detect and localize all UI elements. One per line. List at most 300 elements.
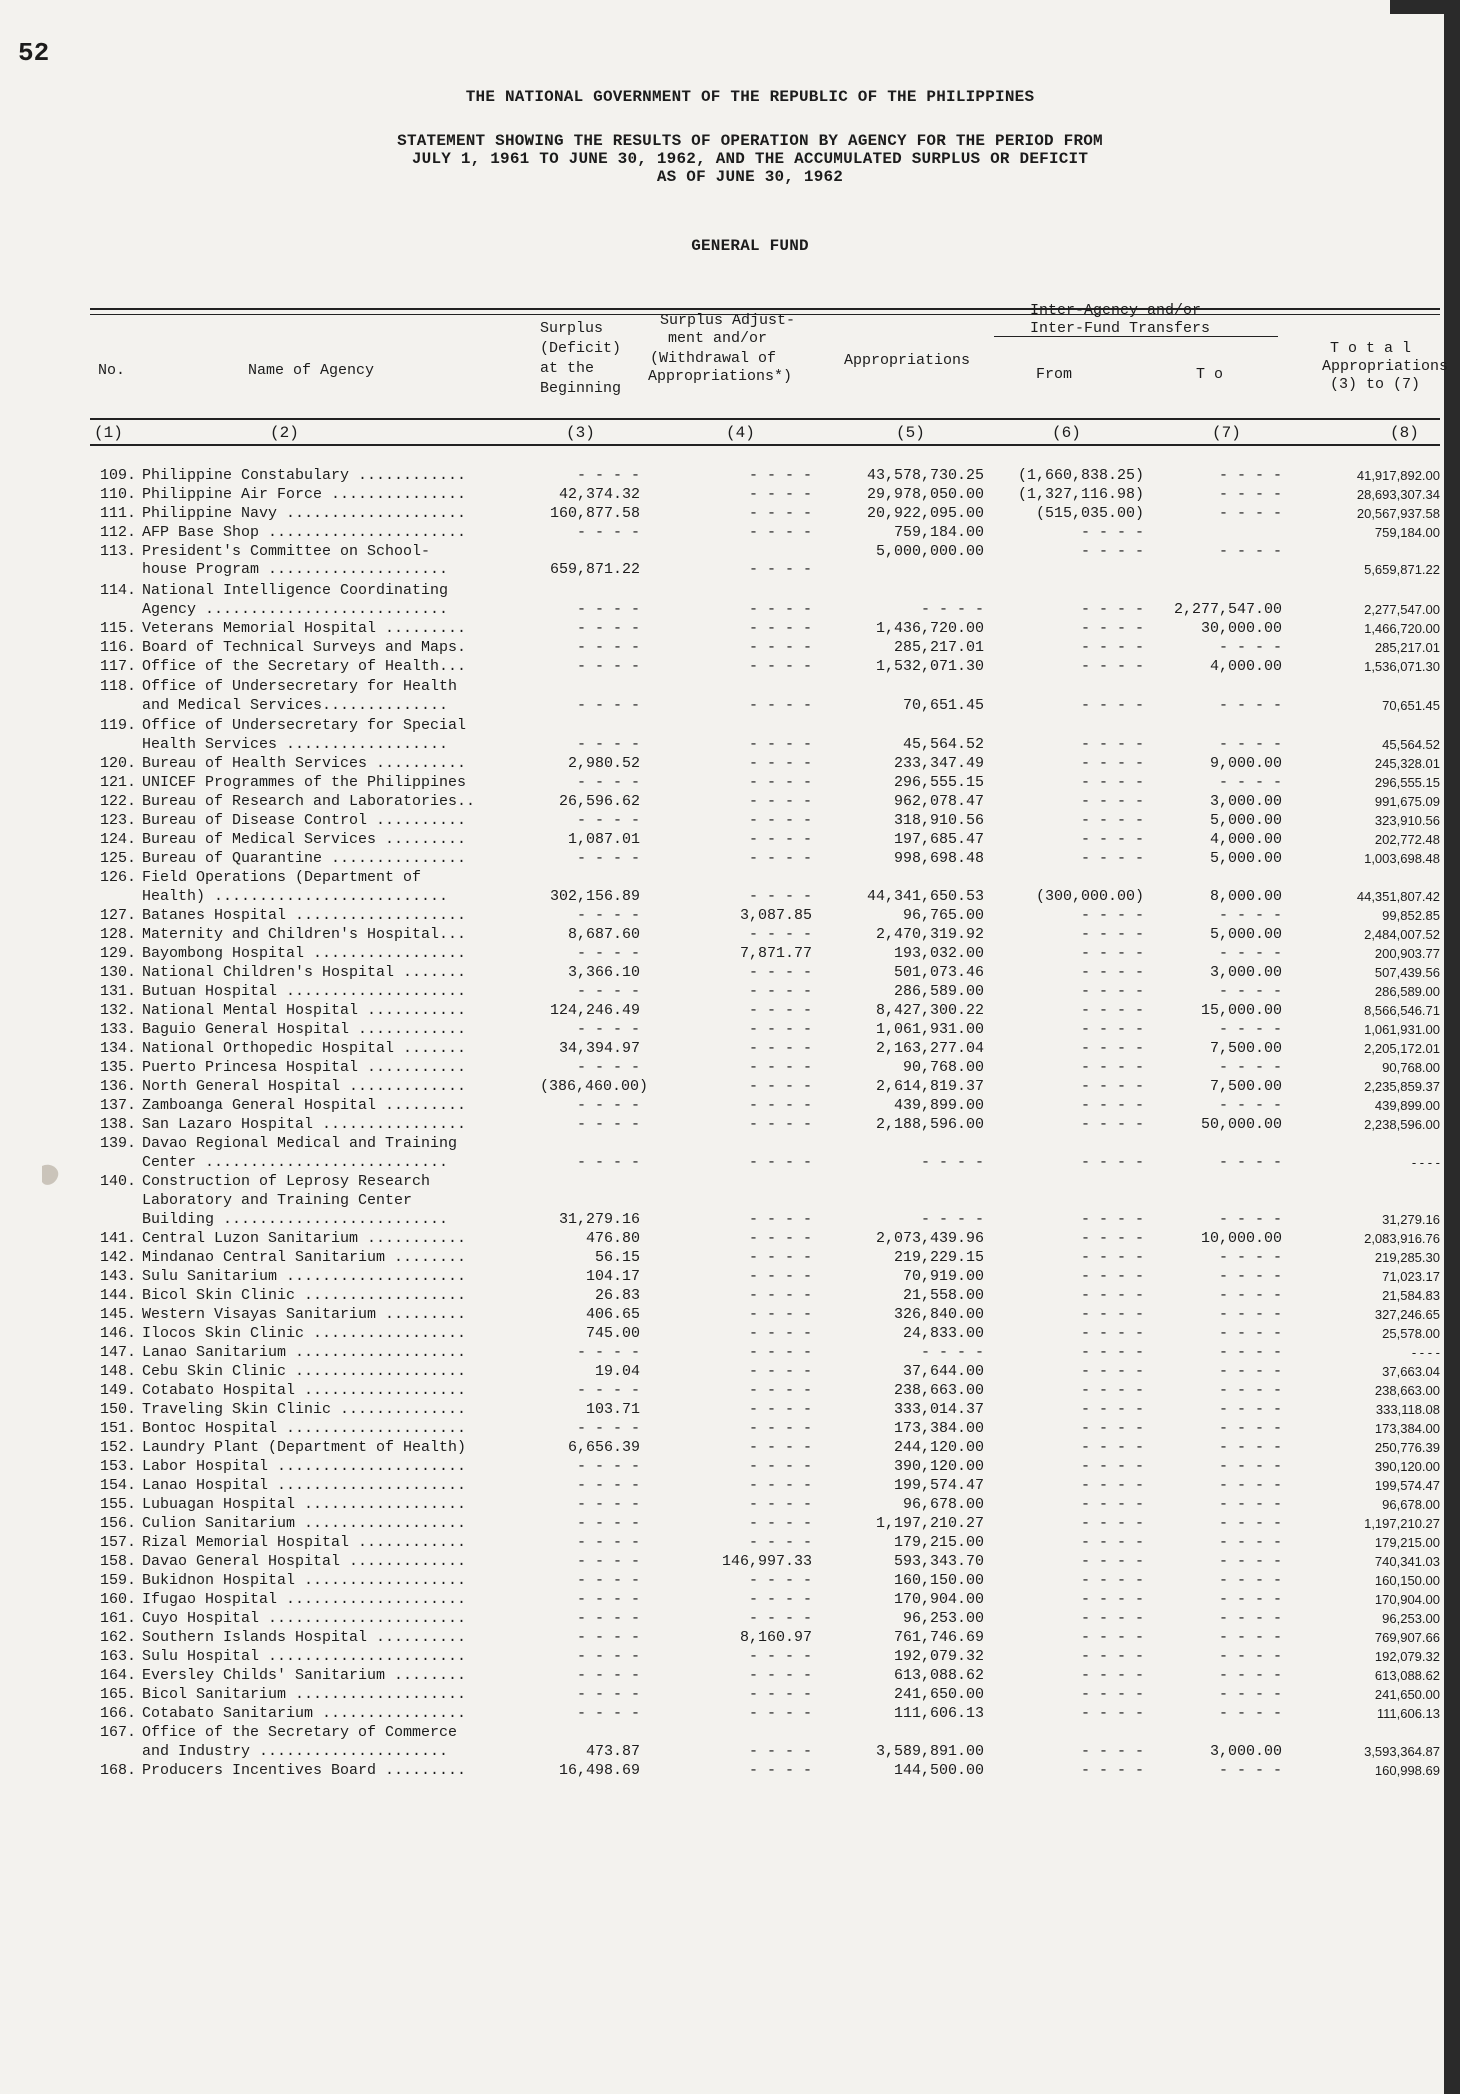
cell-transfer-to: - - - - [1218, 1515, 1282, 1532]
table-row [0, 506, 1460, 522]
cell-appropriations: 170,904.00 [893, 1591, 984, 1608]
cell-surplus: - - - - [576, 620, 640, 637]
table-row [0, 1402, 1460, 1418]
cell-transfer-from: - - - - [1080, 639, 1144, 656]
subtitle-line-3: AS OF JUNE 30, 1962 [656, 168, 844, 186]
table-row [0, 1231, 1460, 1247]
table-row [0, 659, 1460, 675]
table-row [0, 1345, 1460, 1361]
cell-no: 119. [99, 717, 136, 734]
cell-no: 152. [99, 1439, 136, 1456]
header-adjust-1: Surplus Adjust- [660, 312, 796, 329]
cell-surplus: - - - - [576, 524, 640, 541]
cell-agency-name: Sulu Hospital ...................... [142, 1648, 467, 1665]
cell-total: 613,088.62 [1374, 1668, 1440, 1683]
cell-transfer-to: 7,500.00 [1209, 1078, 1282, 1095]
table-row [0, 946, 1460, 962]
cell-agency-name: Maternity and Children's Hospital... [142, 926, 467, 943]
cell-total: 2,484,007.52 [1364, 927, 1440, 942]
cell-transfer-to: - - - - [1218, 467, 1282, 484]
cell-adjustment: - - - - [748, 1705, 812, 1722]
cell-surplus: 34,394.97 [558, 1040, 640, 1057]
cell-agency-name: Bureau of Disease Control .......... [142, 812, 467, 829]
cell-adjustment: - - - - [748, 486, 812, 503]
table-row [0, 1117, 1460, 1133]
cell-no: 117. [99, 658, 136, 675]
cell-transfer-to: - - - - [1218, 945, 1282, 962]
cell-adjustment: 8,160.97 [739, 1629, 812, 1646]
cell-surplus: - - - - [576, 907, 640, 924]
cell-agency-name: Lubuagan Hospital .................. [142, 1496, 467, 1513]
cell-agency-name: Southern Islands Hospital .......... [142, 1629, 467, 1646]
cell-transfer-to: - - - - [1218, 639, 1282, 656]
cell-adjustment: - - - - [748, 561, 812, 578]
cell-total: 245,328.01 [1374, 756, 1440, 771]
table-row [0, 832, 1460, 848]
scan-edge-top [1390, 0, 1460, 14]
cell-total: 179,215.00 [1374, 1535, 1440, 1550]
cell-adjustment: - - - - [748, 755, 812, 772]
cell-agency-name: Butuan Hospital .................... [142, 983, 467, 1000]
table-row [0, 984, 1460, 1000]
cell-appropriations: 43,578,730.25 [866, 467, 984, 484]
cell-transfer-from: - - - - [1080, 1021, 1144, 1038]
cell-appropriations: 179,215.00 [893, 1534, 984, 1551]
cell-transfer-to: - - - - [1218, 1686, 1282, 1703]
cell-adjustment: - - - - [748, 774, 812, 791]
cell-no: 151. [99, 1420, 136, 1437]
cell-agency-name: National Mental Hospital ........... [142, 1002, 467, 1019]
cell-transfer-to: - - - - [1218, 543, 1282, 560]
cell-total: 199,574.47 [1374, 1478, 1440, 1493]
cell-surplus: - - - - [576, 983, 640, 1000]
cell-agency-name: Bicol Skin Clinic .................. [142, 1287, 467, 1304]
cell-surplus: - - - - [576, 1344, 640, 1361]
cell-adjustment: - - - - [748, 1021, 812, 1038]
cell-total: 96,678.00 [1382, 1497, 1440, 1512]
table-row [0, 1649, 1460, 1665]
cell-appropriations: 759,184.00 [893, 524, 984, 541]
cell-adjustment: - - - - [748, 1382, 812, 1399]
cell-adjustment: - - - - [748, 1420, 812, 1437]
cell-total: 296,555.15 [1374, 775, 1440, 790]
cell-surplus: (386,460.00) [540, 1078, 649, 1095]
table-row [0, 718, 1460, 734]
cell-surplus: - - - - [576, 658, 640, 675]
table-row [0, 1041, 1460, 1057]
cell-agency-name: Board of Technical Surveys and Maps. [142, 639, 467, 656]
cell-transfer-from: - - - - [1080, 1325, 1144, 1342]
cell-transfer-to: - - - - [1218, 1059, 1282, 1076]
cell-appropriations: 1,436,720.00 [875, 620, 984, 637]
cell-appropriations: 333,014.37 [893, 1401, 984, 1418]
table-row [0, 965, 1460, 981]
cell-agency-name: house Program .................... [142, 561, 449, 578]
cell-no: 156. [99, 1515, 136, 1532]
cell-no: 136. [99, 1078, 136, 1095]
cell-surplus: - - - - [576, 639, 640, 656]
cell-adjustment: - - - - [748, 505, 812, 522]
cell-total: 8,566,546.71 [1364, 1003, 1440, 1018]
cell-surplus: - - - - [576, 1477, 640, 1494]
cell-transfer-to: - - - - [1218, 1667, 1282, 1684]
cell-transfer-from: - - - - [1080, 1154, 1144, 1171]
cell-transfer-from: - - - - [1080, 601, 1144, 618]
cell-agency-name: North General Hospital ............. [142, 1078, 467, 1095]
cell-appropriations: - - - - [920, 1344, 984, 1361]
cell-agency-name: Cotabato Hospital .................. [142, 1382, 467, 1399]
col-num-3: (3) [566, 424, 595, 442]
cell-no: 146. [99, 1325, 136, 1342]
table-row [0, 1079, 1460, 1095]
cell-transfer-from: - - - - [1080, 1458, 1144, 1475]
cell-appropriations: 8,427,300.22 [875, 1002, 984, 1019]
cell-appropriations: 962,078.47 [893, 793, 984, 810]
cell-agency-name: Davao Regional Medical and Training [142, 1135, 458, 1152]
cell-adjustment: - - - - [748, 1287, 812, 1304]
cell-total: 28,693,307.34 [1356, 487, 1440, 502]
cell-total: 170,904.00 [1374, 1592, 1440, 1607]
cell-no: 111. [99, 505, 136, 522]
cell-no: 125. [99, 850, 136, 867]
cell-transfer-to: - - - - [1218, 983, 1282, 1000]
cell-no: 147. [99, 1344, 136, 1361]
cell-transfer-to: 30,000.00 [1200, 620, 1282, 637]
table-row [0, 562, 1460, 578]
cell-transfer-from: - - - - [1080, 812, 1144, 829]
header-adjust-2: ment and/or [668, 330, 768, 347]
cell-appropriations: 192,079.32 [893, 1648, 984, 1665]
cell-transfer-from: - - - - [1080, 793, 1144, 810]
cell-surplus: 16,498.69 [558, 1762, 640, 1779]
cell-appropriations: 285,217.01 [893, 639, 984, 656]
cell-adjustment: - - - - [748, 1762, 812, 1779]
cell-transfer-from: - - - - [1080, 1040, 1144, 1057]
cell-transfer-to: - - - - [1218, 907, 1282, 924]
cell-agency-name: Cebu Skin Clinic ................... [142, 1363, 467, 1380]
cell-transfer-to: 2,277,547.00 [1173, 601, 1282, 618]
table-row [0, 679, 1460, 695]
cell-surplus: 103.71 [585, 1401, 640, 1418]
cell-appropriations: 2,470,319.92 [875, 926, 984, 943]
cell-agency-name: Ilocos Skin Clinic ................. [142, 1325, 467, 1342]
cell-appropriations: 233,347.49 [893, 755, 984, 772]
cell-adjustment: - - - - [748, 1325, 812, 1342]
cell-no: 168. [99, 1762, 136, 1779]
cell-adjustment: - - - - [748, 1743, 812, 1760]
col-num-2: (2) [270, 424, 299, 442]
cell-no: 118. [99, 678, 136, 695]
cell-adjustment: - - - - [748, 1040, 812, 1057]
cell-transfer-to: - - - - [1218, 1344, 1282, 1361]
cell-no: 143. [99, 1268, 136, 1285]
cell-no: 131. [99, 983, 136, 1000]
cell-transfer-from: - - - - [1080, 658, 1144, 675]
table-row [0, 1516, 1460, 1532]
cell-transfer-to: - - - - [1218, 1534, 1282, 1551]
cell-no: 164. [99, 1667, 136, 1684]
table-row [0, 1269, 1460, 1285]
cell-no: 157. [99, 1534, 136, 1551]
cell-total: - - - - [1411, 1345, 1440, 1360]
cell-total: 250,776.39 [1374, 1440, 1440, 1455]
cell-no: 166. [99, 1705, 136, 1722]
cell-surplus: 2,980.52 [567, 755, 640, 772]
cell-surplus: 1,087.01 [567, 831, 640, 848]
cell-total: 439,899.00 [1374, 1098, 1440, 1113]
cell-transfer-from: - - - - [1080, 1382, 1144, 1399]
cell-surplus: - - - - [576, 1382, 640, 1399]
cell-adjustment: - - - - [748, 1572, 812, 1589]
cell-adjustment: - - - - [748, 524, 812, 541]
cell-total: 192,079.32 [1374, 1649, 1440, 1664]
cell-transfer-to: 3,000.00 [1209, 1743, 1282, 1760]
cell-transfer-from: - - - - [1080, 983, 1144, 1000]
header-surplus-4: Beginning [540, 380, 622, 397]
cell-surplus: - - - - [576, 1572, 640, 1589]
cell-total: 45,564.52 [1382, 737, 1440, 752]
header-transfers-2: Inter-Fund Transfers [1030, 320, 1211, 337]
cell-appropriations: 5,000,000.00 [875, 543, 984, 560]
cell-surplus: - - - - [576, 1420, 640, 1437]
cell-surplus: 104.17 [585, 1268, 640, 1285]
cell-surplus: 26.83 [594, 1287, 640, 1304]
cell-agency-name: Bontoc Hospital .................... [142, 1420, 467, 1437]
cell-agency-name: Center ........................... [142, 1154, 449, 1171]
table-row [0, 775, 1460, 791]
cell-appropriations: 2,163,277.04 [875, 1040, 984, 1057]
cell-transfer-to: 9,000.00 [1209, 755, 1282, 772]
cell-agency-name: Bicol Sanitarium ................... [142, 1686, 467, 1703]
cell-transfer-to: - - - - [1218, 697, 1282, 714]
cell-adjustment: - - - - [748, 1591, 812, 1608]
cell-agency-name: Traveling Skin Clinic .............. [142, 1401, 467, 1418]
header-appropriations: Appropriations [844, 352, 971, 369]
cell-transfer-from: - - - - [1080, 945, 1144, 962]
cell-adjustment: - - - - [748, 639, 812, 656]
cell-transfer-to: - - - - [1218, 505, 1282, 522]
cell-agency-name: Health) .......................... [142, 888, 449, 905]
cell-transfer-from: - - - - [1080, 1078, 1144, 1095]
cell-transfer-from: - - - - [1080, 1363, 1144, 1380]
document-title: THE NATIONAL GOVERNMENT OF THE REPUBLIC OF THE PHILIPPINES [465, 88, 1035, 106]
cell-surplus: - - - - [576, 467, 640, 484]
cell-appropriations: 173,384.00 [893, 1420, 984, 1437]
cell-adjustment: 146,997.33 [721, 1553, 812, 1570]
cell-appropriations: 44,341,650.53 [866, 888, 984, 905]
cell-appropriations: 1,532,071.30 [875, 658, 984, 675]
cell-total: 20,567,937.58 [1356, 506, 1440, 521]
table-row [0, 525, 1460, 541]
cell-transfer-to: - - - - [1218, 1325, 1282, 1342]
cell-adjustment: - - - - [748, 1610, 812, 1627]
cell-no: 121. [99, 774, 136, 791]
cell-no: 153. [99, 1458, 136, 1475]
table-row [0, 1573, 1460, 1589]
cell-transfer-from: - - - - [1080, 1686, 1144, 1703]
cell-transfer-to: - - - - [1218, 1762, 1282, 1779]
cell-surplus: - - - - [576, 1097, 640, 1114]
cell-surplus: - - - - [576, 1534, 640, 1551]
cell-no: 133. [99, 1021, 136, 1038]
cell-transfer-to: - - - - [1218, 1021, 1282, 1038]
cell-appropriations: 111,606.13 [893, 1705, 984, 1722]
cell-total: 769,907.66 [1374, 1630, 1440, 1645]
cell-agency-name: Veterans Memorial Hospital ......... [142, 620, 467, 637]
cell-transfer-to: - - - - [1218, 1420, 1282, 1437]
cell-transfer-from: - - - - [1080, 1705, 1144, 1722]
table-row [0, 1288, 1460, 1304]
cell-transfer-from: - - - - [1080, 1211, 1144, 1228]
cell-appropriations: 296,555.15 [893, 774, 984, 791]
cell-total: 173,384.00 [1374, 1421, 1440, 1436]
cell-adjustment: - - - - [748, 926, 812, 943]
cell-surplus: 26,596.62 [558, 793, 640, 810]
cell-adjustment: - - - - [748, 1401, 812, 1418]
cell-agency-name: Cuyo Hospital ...................... [142, 1610, 467, 1627]
cell-no: 154. [99, 1477, 136, 1494]
cell-transfer-from: - - - - [1080, 1002, 1144, 1019]
cell-surplus: - - - - [576, 1021, 640, 1038]
cell-agency-name: San Lazaro Hospital ................ [142, 1116, 467, 1133]
cell-surplus: - - - - [576, 774, 640, 791]
cell-total: - - - - [1411, 1155, 1440, 1170]
cell-appropriations: 1,197,210.27 [875, 1515, 984, 1532]
cell-adjustment: - - - - [748, 1078, 812, 1095]
cell-transfer-from: - - - - [1080, 1496, 1144, 1513]
cell-appropriations: 197,685.47 [893, 831, 984, 848]
header-surplus-3: at the [540, 360, 595, 377]
cell-adjustment: - - - - [748, 1211, 812, 1228]
cell-transfer-to: - - - - [1218, 736, 1282, 753]
cell-appropriations: 318,910.56 [893, 812, 984, 829]
cell-transfer-to: - - - - [1218, 1591, 1282, 1608]
cell-no: 165. [99, 1686, 136, 1703]
cell-transfer-to: - - - - [1218, 1477, 1282, 1494]
cell-total: 41,917,892.00 [1356, 468, 1440, 483]
cell-appropriations: 244,120.00 [893, 1439, 984, 1456]
cell-transfer-from: - - - - [1080, 1572, 1144, 1589]
cell-transfer-to: - - - - [1218, 1097, 1282, 1114]
cell-adjustment: - - - - [748, 888, 812, 905]
cell-appropriations: 199,574.47 [893, 1477, 984, 1494]
table-row [0, 544, 1460, 560]
cell-no: 150. [99, 1401, 136, 1418]
table-row [0, 813, 1460, 829]
cell-no: 112. [99, 524, 136, 541]
cell-transfer-to: - - - - [1218, 774, 1282, 791]
cell-total: 200,903.77 [1374, 946, 1440, 961]
cell-surplus: - - - - [576, 1116, 640, 1133]
cell-total: 71,023.17 [1382, 1269, 1440, 1284]
cell-transfer-from: - - - - [1080, 1059, 1144, 1076]
cell-transfer-from: (1,660,838.25) [1017, 467, 1144, 484]
cell-transfer-from: - - - - [1080, 907, 1144, 924]
table-row [0, 1383, 1460, 1399]
cell-transfer-from: - - - - [1080, 1743, 1144, 1760]
table-row [0, 621, 1460, 637]
cell-agency-name: National Orthopedic Hospital ....... [142, 1040, 467, 1057]
cell-adjustment: - - - - [748, 736, 812, 753]
cell-transfer-from: - - - - [1080, 1344, 1144, 1361]
cell-no: 142. [99, 1249, 136, 1266]
cell-transfer-to: - - - - [1218, 1705, 1282, 1722]
cell-total: 21,584.83 [1382, 1288, 1440, 1303]
col-num-1: (1) [94, 424, 123, 442]
cell-adjustment: - - - - [748, 1249, 812, 1266]
cell-agency-name: Bureau of Health Services .......... [142, 755, 467, 772]
cell-no: 160. [99, 1591, 136, 1608]
cell-transfer-to: - - - - [1218, 1401, 1282, 1418]
cell-total: 25,578.00 [1382, 1326, 1440, 1341]
cell-agency-name: Sulu Sanitarium .................... [142, 1268, 467, 1285]
cell-agency-name: Office of the Secretary of Commerce [142, 1724, 458, 1741]
cell-transfer-to: 4,000.00 [1209, 658, 1282, 675]
cell-total: 2,205,172.01 [1364, 1041, 1440, 1056]
page-number: 52 [18, 38, 50, 68]
cell-transfer-from: - - - - [1080, 736, 1144, 753]
cell-adjustment: - - - - [748, 1002, 812, 1019]
cell-agency-name: Agency ........................... [142, 601, 449, 618]
table-row [0, 1250, 1460, 1266]
cell-appropriations: 439,899.00 [893, 1097, 984, 1114]
cell-appropriations: 761,746.69 [893, 1629, 984, 1646]
cell-no: 137. [99, 1097, 136, 1114]
cell-appropriations: 20,922,095.00 [866, 505, 984, 522]
cell-total: 1,536,071.30 [1364, 659, 1440, 674]
cell-agency-name: Cotabato Sanitarium ................ [142, 1705, 467, 1722]
cell-no: 158. [99, 1553, 136, 1570]
table-row [0, 1326, 1460, 1342]
cell-agency-name: UNICEF Programmes of the Philippines [142, 774, 467, 791]
cell-no: 124. [99, 831, 136, 848]
table-row [0, 889, 1460, 905]
table-row [0, 1212, 1460, 1228]
cell-adjustment: - - - - [748, 1230, 812, 1247]
cell-total: 5,659,871.22 [1364, 562, 1440, 577]
cell-appropriations: 593,343.70 [893, 1553, 984, 1570]
cell-appropriations: 29,978,050.00 [866, 486, 984, 503]
cell-total: 160,150.00 [1374, 1573, 1440, 1588]
cell-surplus: - - - - [576, 1496, 640, 1513]
cell-appropriations: 2,614,819.37 [875, 1078, 984, 1095]
table-row [0, 468, 1460, 484]
table-row [0, 1155, 1460, 1171]
cell-surplus: - - - - [576, 1458, 640, 1475]
cell-total: 327,246.65 [1374, 1307, 1440, 1322]
cell-adjustment: 7,871.77 [739, 945, 812, 962]
cell-adjustment: - - - - [748, 620, 812, 637]
cell-transfer-to: 50,000.00 [1200, 1116, 1282, 1133]
table-row [0, 1478, 1460, 1494]
cell-no: 145. [99, 1306, 136, 1323]
cell-appropriations: 37,644.00 [902, 1363, 984, 1380]
cell-appropriations: - - - - [920, 1211, 984, 1228]
cell-adjustment: - - - - [748, 1496, 812, 1513]
cell-agency-name: AFP Base Shop ...................... [142, 524, 467, 541]
cell-adjustment: - - - - [748, 1648, 812, 1665]
cell-surplus: 476.80 [585, 1230, 640, 1247]
cell-appropriations: 90,768.00 [902, 1059, 984, 1076]
cell-transfer-to: - - - - [1218, 1439, 1282, 1456]
cell-surplus: - - - - [576, 1686, 640, 1703]
cell-total: 202,772.48 [1374, 832, 1440, 847]
cell-transfer-from: - - - - [1080, 1610, 1144, 1627]
cell-no: 163. [99, 1648, 136, 1665]
cell-total: 2,083,916.76 [1364, 1231, 1440, 1246]
cell-total: 323,910.56 [1374, 813, 1440, 828]
table-row [0, 908, 1460, 924]
